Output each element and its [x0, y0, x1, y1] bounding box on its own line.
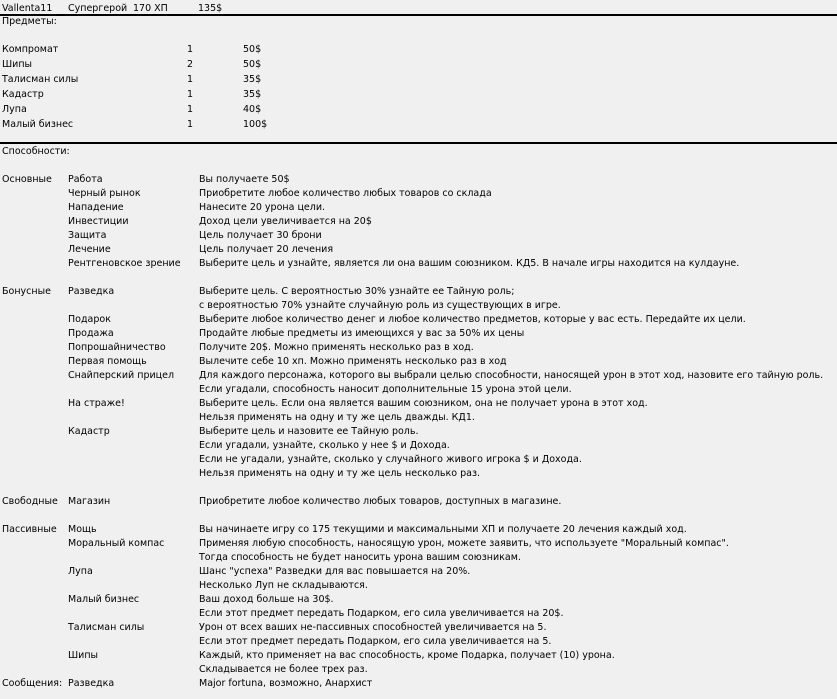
ability-name: Разведка: [68, 286, 115, 297]
item-row: [0, 43, 837, 57]
ability-name: Шипы: [68, 650, 99, 661]
item-price: 35$: [243, 74, 262, 85]
ability-description: Приобретите любое количество любых товаров со склада: [199, 188, 492, 199]
item-row: [0, 73, 837, 87]
ability-description: Урон от всех ваших не-пассивных способностей увеличивается на 5.: [199, 622, 547, 633]
ability-name: Моральный компас: [68, 538, 165, 549]
ability-line: [0, 649, 837, 663]
ability-name: Талисман силы: [68, 622, 145, 633]
ability-description: Применяя любую способность, наносящую урон, можете заявить, что используете "Моральный компас".: [199, 538, 729, 549]
ability-name: Продажа: [68, 328, 114, 339]
ability-line: [0, 439, 837, 453]
ability-category: Свободные: [2, 496, 58, 507]
ability-description: Если угадали, узнайте, сколько у нее $ и Дохода.: [199, 440, 450, 451]
ability-line: [0, 677, 837, 691]
ability-name: Инвестиции: [68, 216, 129, 227]
ability-description: Цель получает 20 лечения: [199, 244, 334, 255]
item-name: Кадастр: [2, 89, 44, 100]
ability-description: Вы начинаете игру со 175 текущими и максимальными ХП и получаете 20 лечения каждый ход.: [199, 524, 687, 535]
ability-description: Если угадали, способность наносит дополнительные 15 урона этой цели.: [199, 384, 572, 395]
ability-line: [0, 635, 837, 649]
items-divider: [0, 142, 837, 144]
abilities-title-row: [0, 145, 837, 159]
ability-description: Нельзя применять на одну и ту же цель несколько раз.: [199, 468, 481, 479]
ability-description: Выберите цель и узнайте, является ли она вашим союзником. КД5. В начале игры находится на кулдауне.: [199, 258, 740, 269]
ability-line: [0, 495, 837, 509]
ability-description: Нельзя применять на одну и ту же цель дважды. КД1.: [199, 412, 475, 423]
ability-description: Выберите цель. Если она является вашим союзником, она не получает урона в этот ход.: [199, 398, 648, 409]
ability-line: [0, 355, 837, 369]
ability-description: Вы получаете 50$: [199, 174, 290, 185]
ability-line: [0, 523, 837, 537]
ability-description: Получите 20$. Можно применять несколько раз в ход.: [199, 342, 474, 353]
player-money: 135$: [198, 3, 223, 14]
items-title-row: [0, 15, 837, 29]
player-hp: 170 ХП: [133, 3, 168, 14]
ability-description: Если этот предмет передать Подарком, его сила увеличивается на 20$.: [199, 608, 564, 619]
ability-line: [0, 243, 837, 257]
ability-name: Магазин: [68, 496, 111, 507]
ability-category: Основные: [2, 174, 52, 185]
ability-description: Продайте любые предметы из имеющихся у вас за 50% их цены: [199, 328, 525, 339]
player-header: [0, 1, 837, 15]
player-name: Vallenta11: [2, 3, 53, 14]
item-price: 50$: [243, 59, 262, 70]
ability-description: Выберите цель. С вероятностью 30% узнайте ее Тайную роль;: [199, 286, 515, 297]
ability-line: [0, 313, 837, 327]
ability-description: Ваш доход больше на 30$.: [199, 594, 334, 605]
ability-description: Выберите любое количество денег и любое количество предметов, которые у вас есть. Передайте их цели.: [199, 314, 746, 325]
ability-category: Сообщения:: [2, 678, 63, 689]
item-name: Шипы: [2, 59, 33, 70]
abilities-section-title: Способности:: [2, 146, 70, 157]
ability-line: [0, 411, 837, 425]
ability-name: Снайперский прицел: [68, 370, 175, 381]
item-price: 40$: [243, 104, 262, 115]
ability-line: [0, 299, 837, 313]
ability-description: Вылечите себе 10 хп. Можно применять несколько раз в ход: [199, 356, 507, 367]
item-name: Талисман силы: [2, 74, 79, 85]
item-row: [0, 118, 837, 132]
ability-line: [0, 341, 837, 355]
ability-line: [0, 229, 837, 243]
ability-line: [0, 397, 837, 411]
item-quantity: 2: [187, 59, 194, 70]
ability-category: Бонусные: [2, 286, 51, 297]
ability-description: Нанесите 20 урона цели.: [199, 202, 326, 213]
ability-line: [0, 173, 837, 187]
ability-line: [0, 327, 837, 341]
item-price: 50$: [243, 44, 262, 55]
ability-name: На страже!: [68, 398, 125, 409]
ability-line: [0, 201, 837, 215]
ability-name: Подарок: [68, 314, 111, 325]
ability-description: Несколько Луп не складываются.: [199, 580, 368, 591]
item-price: 35$: [243, 89, 262, 100]
ability-name: Нападение: [68, 202, 124, 213]
ability-description: Приобретите любое количество любых товаров, доступных в магазине.: [199, 496, 562, 507]
ability-name: Лупа: [68, 566, 93, 577]
ability-description: Доход цели увеличивается на 20$: [199, 216, 372, 227]
item-quantity: 1: [187, 89, 194, 100]
ability-name: Малый бизнес: [68, 594, 140, 605]
item-name: Лупа: [2, 104, 27, 115]
item-quantity: 1: [187, 104, 194, 115]
item-row: [0, 103, 837, 117]
ability-description: Major fortuna, возможно, Анархист: [199, 678, 373, 689]
ability-description: Если этот предмет передать Подарком, его сила увеличивается на 5.: [199, 636, 552, 647]
ability-line: [0, 663, 837, 677]
ability-description: с вероятностью 70% узнайте случайную роль из существующих в игре.: [199, 300, 561, 311]
ability-line: [0, 551, 837, 565]
item-quantity: 1: [187, 44, 194, 55]
item-name: Малый бизнес: [2, 119, 74, 130]
ability-description: Выберите цель и назовите ее Тайную роль.: [199, 426, 419, 437]
items-section-title: Предметы:: [2, 16, 57, 27]
player-role: Супергерой: [68, 3, 128, 14]
ability-description: Для каждого персонажа, которого вы выбрали целью способности, наносящей урон в этот ход, назовите его тайную роль.: [199, 370, 824, 381]
item-row: [0, 58, 837, 72]
ability-description: Цель получает 30 брони: [199, 230, 322, 241]
ability-line: [0, 537, 837, 551]
ability-line: [0, 453, 837, 467]
item-price: 100$: [243, 119, 268, 130]
ability-name: Лечение: [68, 244, 111, 255]
ability-description: Тогда способность не будет наносить урона вашим союзникам.: [199, 552, 521, 563]
ability-description: Складывается не более трех раз.: [199, 664, 368, 675]
ability-line: [0, 257, 837, 271]
ability-line: [0, 607, 837, 621]
ability-name: Мощь: [68, 524, 97, 535]
item-quantity: 1: [187, 119, 194, 130]
ability-category: Пассивные: [2, 524, 57, 535]
ability-description: Шанс "успеха" Разведки для вас повышается на 20%.: [199, 566, 471, 577]
item-quantity: 1: [187, 74, 194, 85]
ability-line: [0, 215, 837, 229]
ability-name: Работа: [68, 174, 103, 185]
ability-line: [0, 593, 837, 607]
item-name: Компромат: [2, 44, 59, 55]
ability-line: [0, 285, 837, 299]
ability-name: Попрошайничество: [68, 342, 166, 353]
ability-line: [0, 425, 837, 439]
ability-name: Рентгеновское зрение: [68, 258, 181, 269]
ability-name: Кадастр: [68, 426, 110, 437]
ability-line: [0, 369, 837, 383]
ability-name: Разведка: [68, 678, 115, 689]
ability-description: Каждый, кто применяет на вас способность, кроме Подарка, получает (10) урона.: [199, 650, 615, 661]
ability-line: [0, 467, 837, 481]
item-row: [0, 88, 837, 102]
ability-line: [0, 383, 837, 397]
ability-line: [0, 621, 837, 635]
ability-line: [0, 565, 837, 579]
ability-name: Черный рынок: [68, 188, 141, 199]
ability-description: Если не угадали, узнайте, сколько у случайного живого игрока $ и Дохода.: [199, 454, 582, 465]
ability-line: [0, 187, 837, 201]
ability-line: [0, 579, 837, 593]
ability-name: Первая помощь: [68, 356, 147, 367]
ability-name: Защита: [68, 230, 107, 241]
